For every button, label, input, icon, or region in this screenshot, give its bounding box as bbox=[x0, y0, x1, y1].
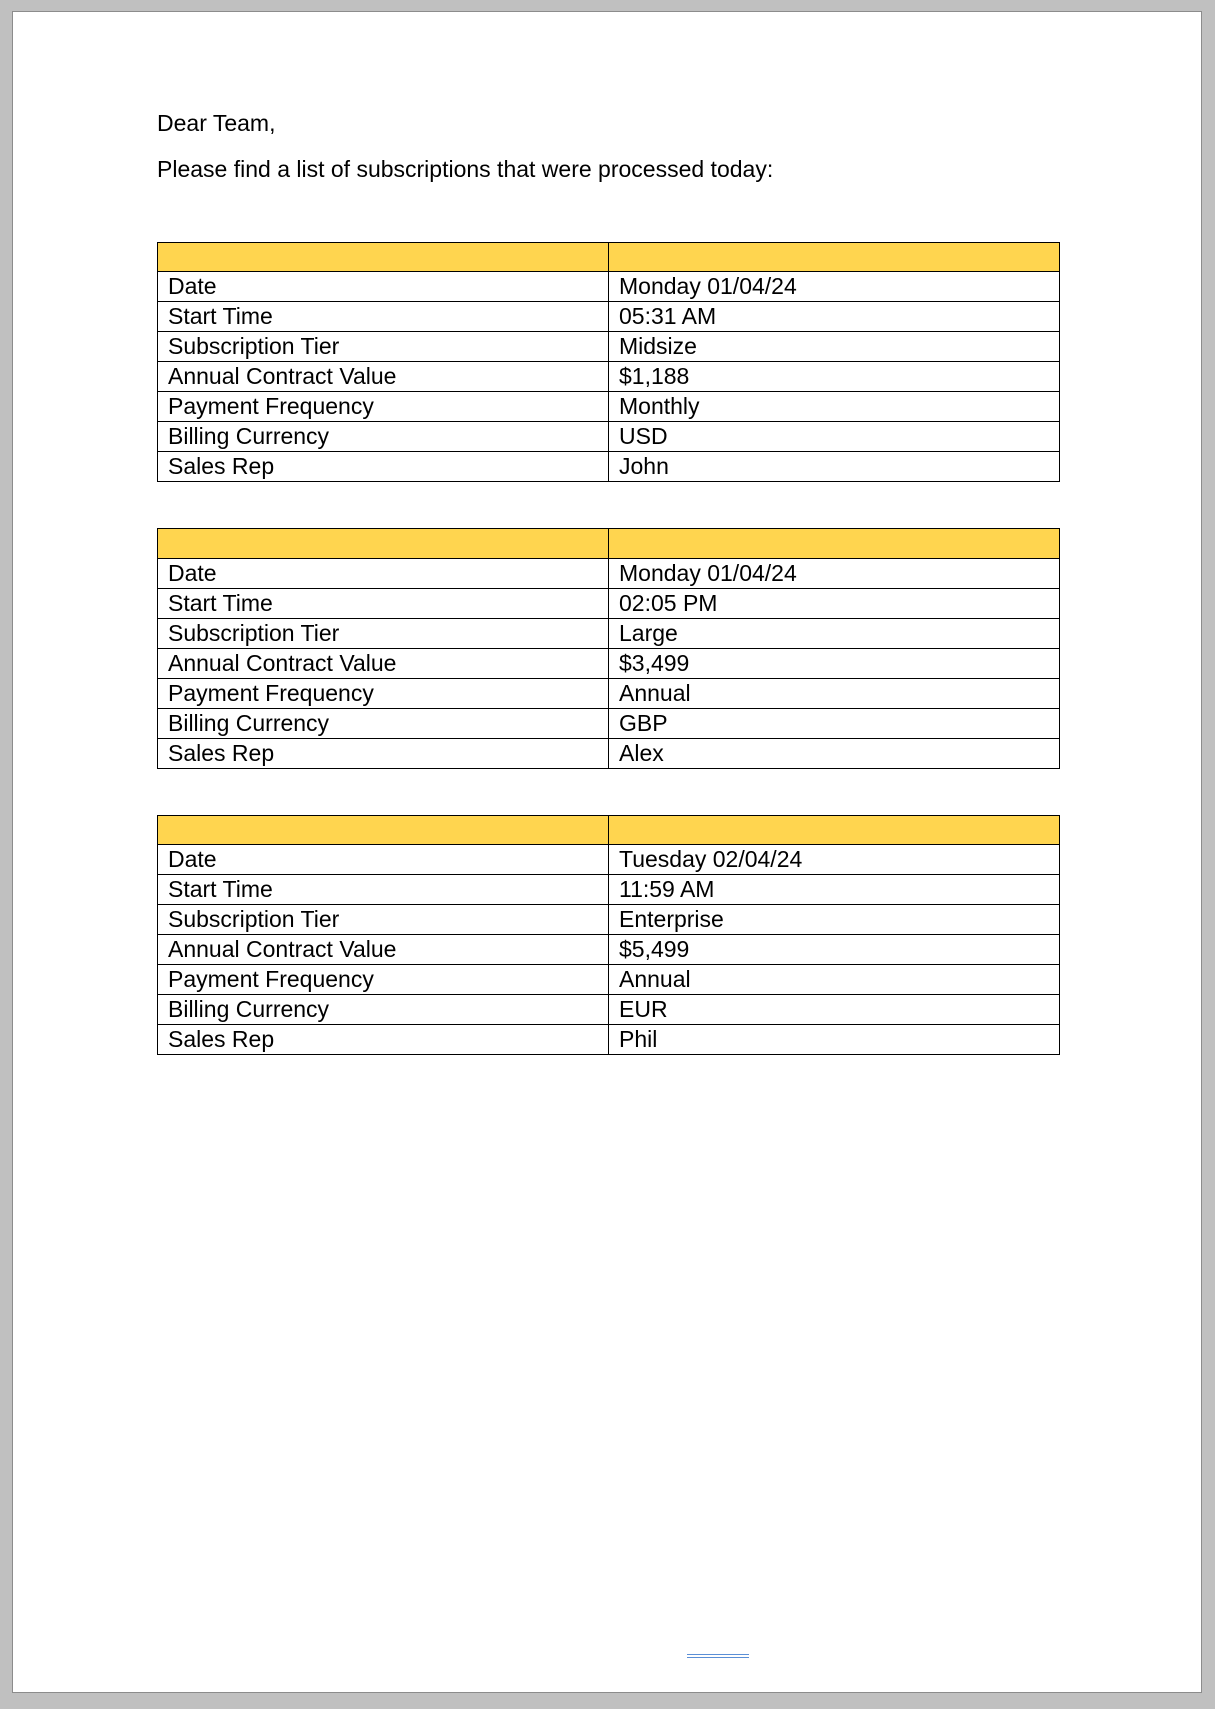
table-row bbox=[158, 1025, 1060, 1055]
letter-body bbox=[157, 108, 1059, 1055]
header-cell-label bbox=[158, 815, 609, 844]
row-label: Subscription Tier bbox=[158, 618, 609, 648]
table-row bbox=[158, 965, 1060, 995]
header-cell-label bbox=[158, 529, 609, 558]
table-row bbox=[158, 588, 1060, 618]
row-label: Start Time bbox=[158, 875, 609, 905]
row-value: $5,499 bbox=[609, 935, 1060, 965]
header-cell-value bbox=[609, 815, 1060, 844]
document-page bbox=[12, 11, 1202, 1693]
row-value: EUR bbox=[609, 995, 1060, 1025]
table-row bbox=[158, 618, 1060, 648]
row-value: Enterprise bbox=[609, 905, 1060, 935]
subscription-table-2 bbox=[157, 528, 1060, 768]
row-value: $1,188 bbox=[609, 362, 1060, 392]
row-value: John bbox=[609, 452, 1060, 482]
row-label: Date bbox=[158, 845, 609, 875]
row-value: 05:31 AM bbox=[609, 302, 1060, 332]
row-label: Annual Contract Value bbox=[158, 362, 609, 392]
row-label: Billing Currency bbox=[158, 708, 609, 738]
row-label: Start Time bbox=[158, 588, 609, 618]
row-label: Sales Rep bbox=[158, 1025, 609, 1055]
table-header-row bbox=[158, 815, 1060, 844]
table-row bbox=[158, 845, 1060, 875]
table-row bbox=[158, 392, 1060, 422]
row-label: Date bbox=[158, 272, 609, 302]
row-value: GBP bbox=[609, 708, 1060, 738]
table-row bbox=[158, 558, 1060, 588]
row-label: Start Time bbox=[158, 302, 609, 332]
table-row bbox=[158, 995, 1060, 1025]
table-header-row bbox=[158, 243, 1060, 272]
row-value: $3,499 bbox=[609, 648, 1060, 678]
header-cell-value bbox=[609, 529, 1060, 558]
row-value: Alex bbox=[609, 738, 1060, 768]
table-row bbox=[158, 738, 1060, 768]
row-label: Subscription Tier bbox=[158, 905, 609, 935]
row-label: Billing Currency bbox=[158, 995, 609, 1025]
row-value: Annual bbox=[609, 678, 1060, 708]
row-label: Subscription Tier bbox=[158, 332, 609, 362]
intro-line: Please find a list of subscriptions that were processed today: bbox=[157, 156, 774, 182]
greeting-line: Dear Team, bbox=[157, 110, 276, 136]
row-value: Phil bbox=[609, 1025, 1060, 1055]
table-header-row bbox=[158, 529, 1060, 558]
row-value: Monday 01/04/24 bbox=[609, 558, 1060, 588]
row-label: Sales Rep bbox=[158, 738, 609, 768]
table-row bbox=[158, 935, 1060, 965]
row-value: 02:05 PM bbox=[609, 588, 1060, 618]
row-value: Monthly bbox=[609, 392, 1060, 422]
row-label: Annual Contract Value bbox=[158, 648, 609, 678]
table-row bbox=[158, 452, 1060, 482]
table-row bbox=[158, 648, 1060, 678]
header-cell-label bbox=[158, 243, 609, 272]
row-label: Payment Frequency bbox=[158, 965, 609, 995]
row-value: USD bbox=[609, 422, 1060, 452]
row-value: Midsize bbox=[609, 332, 1060, 362]
table-row bbox=[158, 422, 1060, 452]
row-label: Billing Currency bbox=[158, 422, 609, 452]
table-row bbox=[158, 905, 1060, 935]
row-label: Payment Frequency bbox=[158, 392, 609, 422]
row-value: Large bbox=[609, 618, 1060, 648]
table-row bbox=[158, 272, 1060, 302]
row-label: Date bbox=[158, 558, 609, 588]
row-value: 11:59 AM bbox=[609, 875, 1060, 905]
table-row bbox=[158, 362, 1060, 392]
footer-link-underline[interactable] bbox=[687, 1654, 749, 1658]
row-value: Tuesday 02/04/24 bbox=[609, 845, 1060, 875]
table-row bbox=[158, 332, 1060, 362]
table-row bbox=[158, 678, 1060, 708]
table-row bbox=[158, 708, 1060, 738]
row-value: Monday 01/04/24 bbox=[609, 272, 1060, 302]
row-label: Sales Rep bbox=[158, 452, 609, 482]
table-row bbox=[158, 875, 1060, 905]
subscription-table-1 bbox=[157, 242, 1060, 482]
row-value: Annual bbox=[609, 965, 1060, 995]
row-label: Annual Contract Value bbox=[158, 935, 609, 965]
table-row bbox=[158, 302, 1060, 332]
subscription-table-3 bbox=[157, 815, 1060, 1055]
row-label: Payment Frequency bbox=[158, 678, 609, 708]
header-cell-value bbox=[609, 243, 1060, 272]
